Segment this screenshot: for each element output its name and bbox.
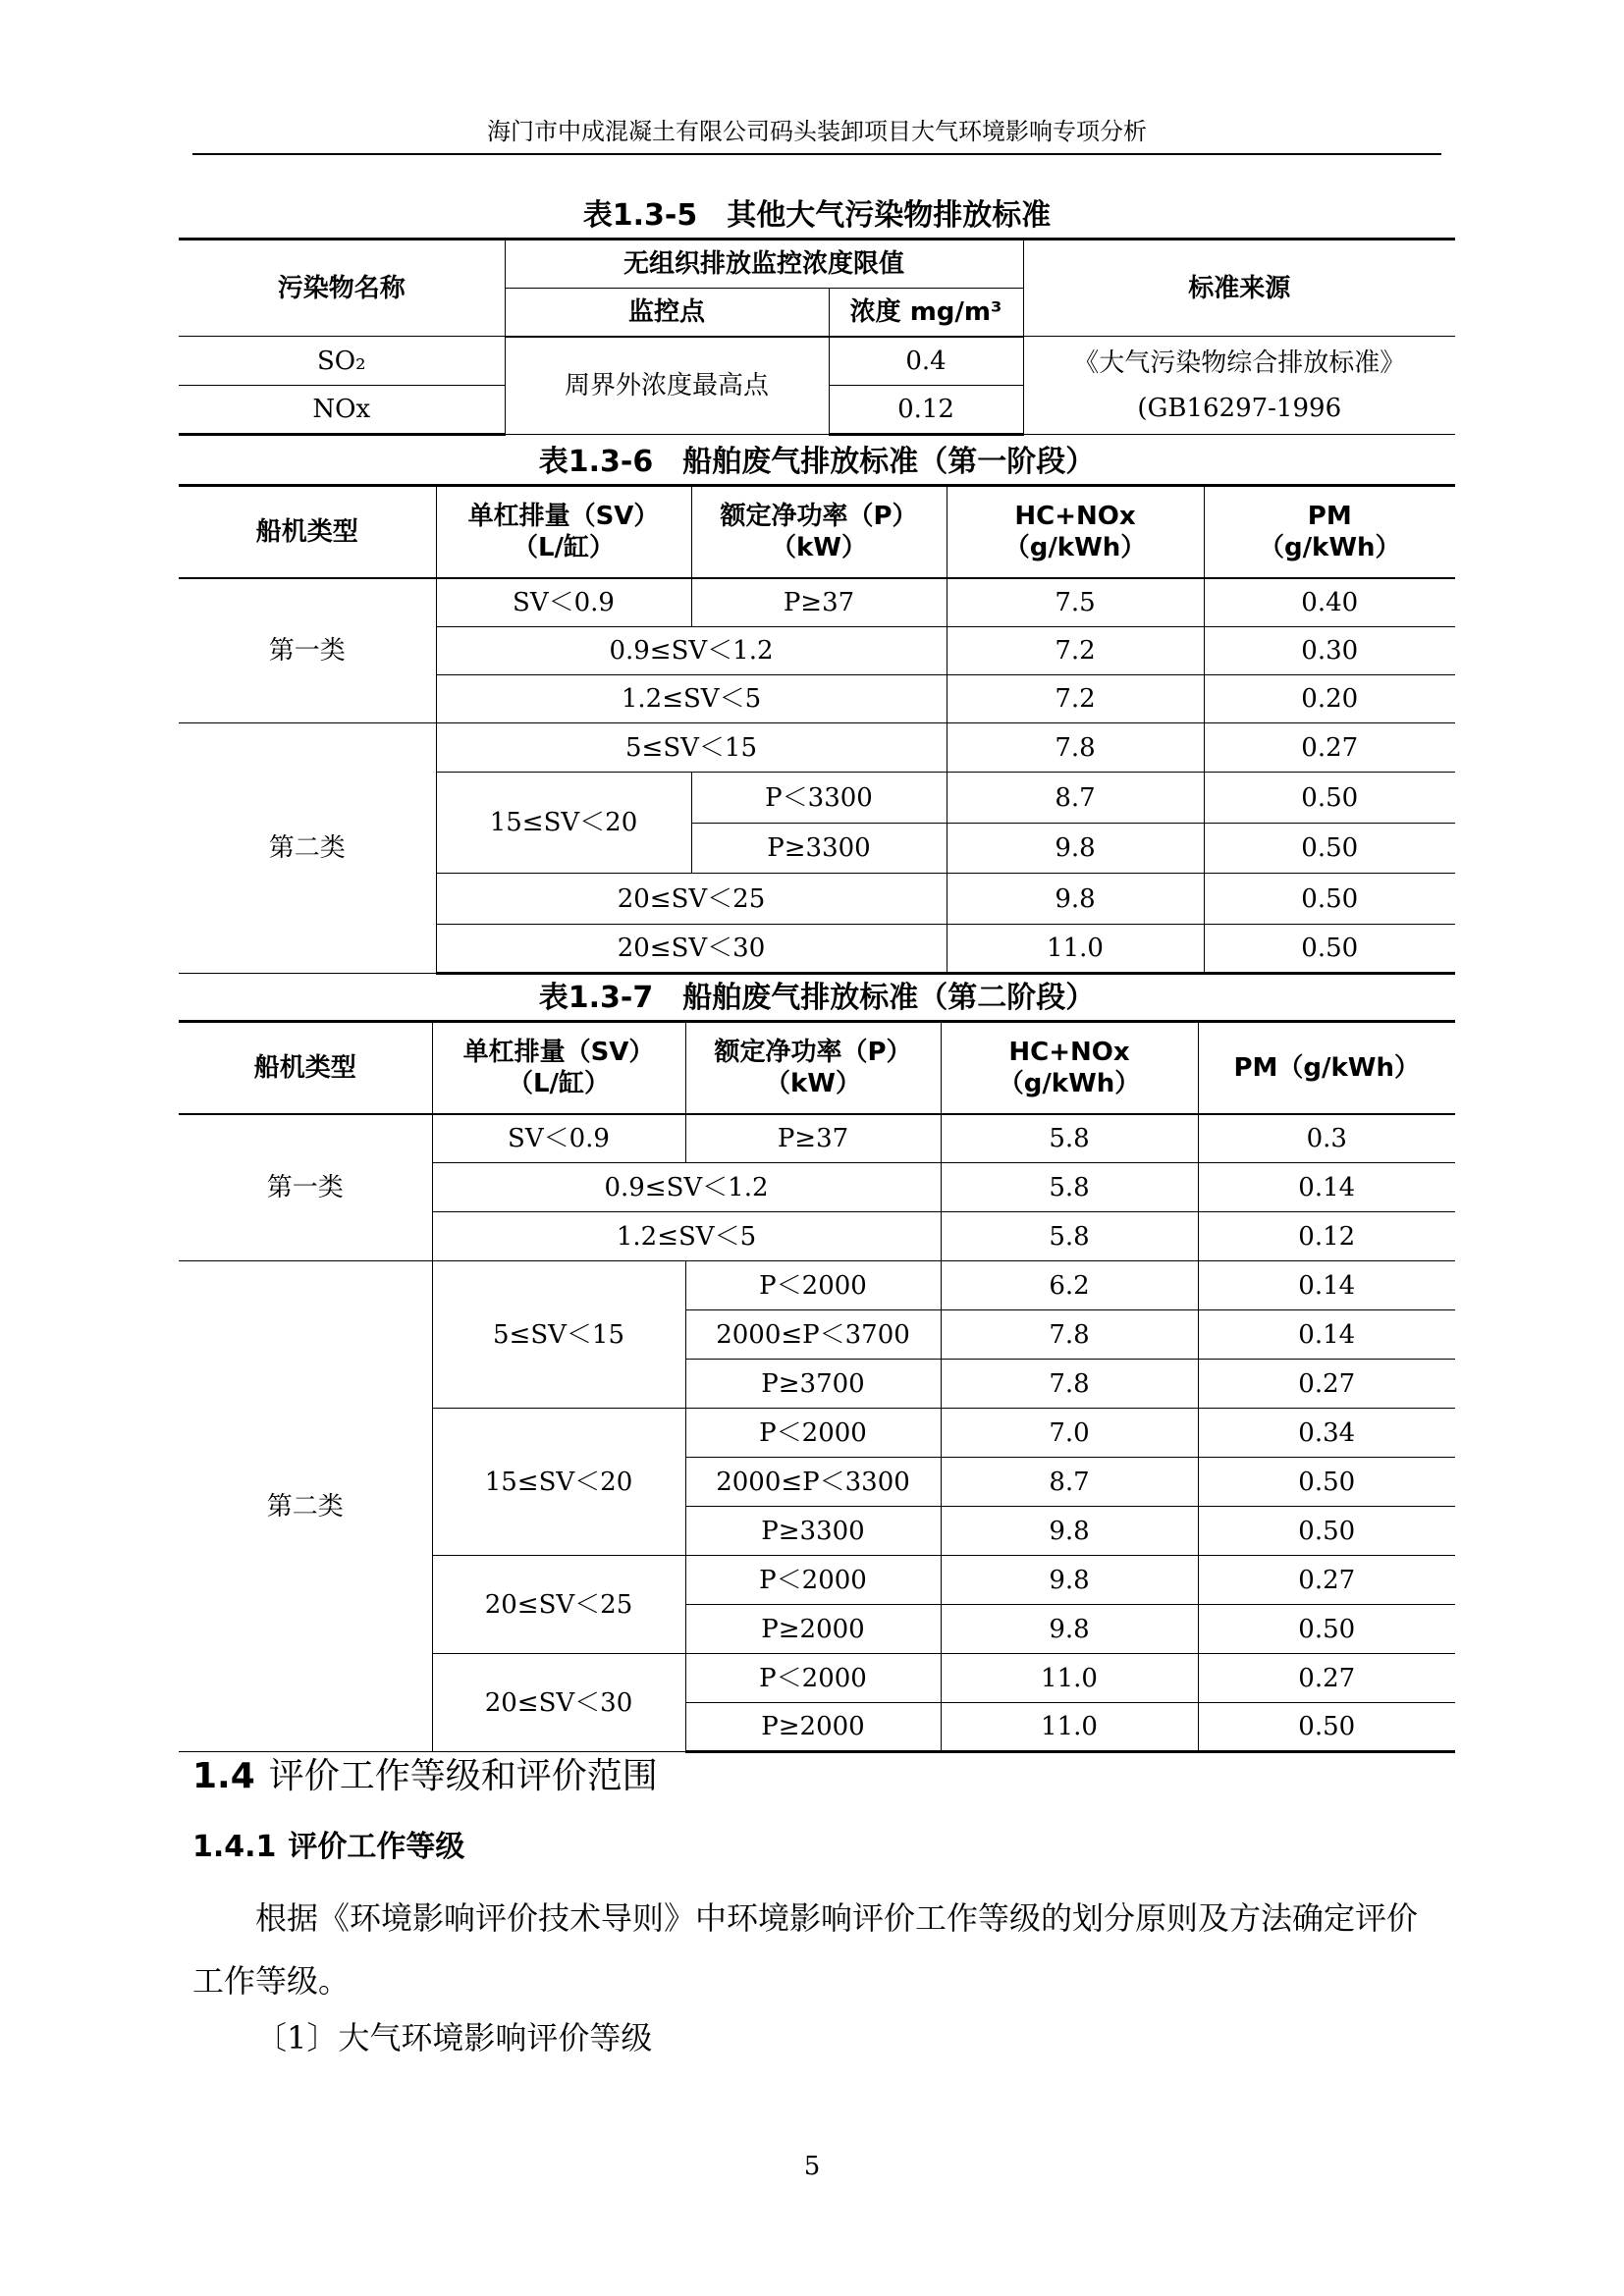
hc-nox-cell: 6.2	[941, 1261, 1198, 1310]
power-cell: P≥37	[685, 1114, 941, 1163]
hc-nox-cell: 9.8	[941, 1605, 1198, 1654]
pm-cell: 0.14	[1198, 1163, 1455, 1212]
hc-nox-unit: （g/kWh）	[998, 1068, 1141, 1098]
col-header-source: 标准来源	[1023, 240, 1455, 337]
pm-cell: 0.27	[1198, 1654, 1455, 1703]
hc-nox-cell: 11.0	[947, 925, 1204, 974]
pm-cell: 0.27	[1198, 1556, 1455, 1605]
col-header-limit-group: 无组织排放监控浓度限值	[505, 240, 1023, 289]
displacement-cell: 20≤SV＜25	[436, 874, 947, 925]
section-number: 1.4	[192, 1756, 255, 1796]
displacement-cell: 5≤SV＜15	[432, 1261, 685, 1409]
standard-source-cell	[1023, 337, 1455, 435]
col-header-concentration: 浓度 mg/m³	[829, 289, 1023, 337]
subsection-number: 1.4.1	[192, 1830, 277, 1864]
power-label: 额定净功率（P）	[720, 501, 918, 531]
hc-nox-cell: 7.2	[947, 675, 1204, 723]
pm-cell: 0.50	[1198, 1703, 1455, 1752]
hc-nox-label: HC+NOx	[1008, 1037, 1130, 1067]
pm-cell: 0.27	[1198, 1360, 1455, 1409]
power-cell: P＜2000	[685, 1409, 941, 1458]
hc-nox-cell: 7.8	[947, 723, 1204, 773]
pm-cell: 0.50	[1198, 1507, 1455, 1556]
power-cell: P＜2000	[685, 1556, 941, 1605]
displacement-cell: 0.9≤SV＜1.2	[432, 1163, 941, 1212]
table-1-3-6-title: 表1.3-6 船舶废气排放标准（第一阶段）	[538, 445, 1096, 479]
hc-nox-cell: 5.8	[941, 1114, 1198, 1163]
displacement-cell: 20≤SV＜30	[432, 1654, 685, 1752]
hc-nox-cell: 7.2	[947, 627, 1204, 675]
pm-cell: 0.50	[1204, 925, 1455, 974]
pm-cell: 0.14	[1198, 1310, 1455, 1360]
pm-cell: 0.50	[1198, 1458, 1455, 1507]
hc-nox-cell: 9.8	[941, 1556, 1198, 1605]
displacement-cell: 20≤SV＜30	[436, 925, 947, 974]
hc-nox-cell: 7.5	[947, 578, 1204, 627]
power-cell: P＜2000	[685, 1261, 941, 1310]
hc-nox-cell: 5.8	[941, 1212, 1198, 1261]
col-header-hc-nox	[941, 1022, 1198, 1114]
hc-nox-cell: 5.8	[941, 1163, 1198, 1212]
standard-source-line2: (GB16297-1996	[1137, 393, 1342, 423]
page-number: 5	[803, 2152, 821, 2181]
concentration-cell: 0.12	[829, 386, 1023, 435]
pm-cell: 0.14	[1198, 1261, 1455, 1310]
col-header-engine-type: 船机类型	[179, 1022, 432, 1114]
pm-cell: 0.50	[1204, 874, 1455, 925]
col-header-pollutant: 污染物名称	[179, 240, 505, 337]
engine-class-cell: 第二类	[179, 723, 436, 974]
displacement-label: 单杠排量（SV）	[462, 1037, 655, 1067]
table-1-3-7-title: 表1.3-7 船舶废气排放标准（第二阶段）	[538, 981, 1096, 1015]
col-header-pm: PM（g/kWh）	[1198, 1022, 1455, 1114]
power-cell: P≥3700	[685, 1360, 941, 1409]
hc-nox-cell: 9.8	[947, 874, 1204, 925]
col-header-engine-type: 船机类型	[179, 486, 436, 578]
displacement-label: 单杠排量（SV）	[467, 501, 660, 531]
hc-nox-cell: 7.8	[941, 1360, 1198, 1409]
power-cell: P＜3300	[691, 773, 947, 824]
col-header-displacement	[432, 1022, 685, 1114]
hc-nox-cell: 11.0	[941, 1703, 1198, 1752]
table-1-3-7	[179, 1020, 1455, 1753]
col-header-hc-nox	[947, 486, 1204, 578]
pm-cell: 0.50	[1204, 824, 1455, 874]
pm-cell: 0.34	[1198, 1409, 1455, 1458]
pm-cell: 0.40	[1204, 578, 1455, 627]
hc-nox-label: HC+NOx	[1014, 501, 1136, 531]
hc-nox-unit: （g/kWh）	[1003, 532, 1147, 562]
hc-nox-cell: 11.0	[941, 1654, 1198, 1703]
pm-label: PM	[1307, 501, 1352, 531]
displacement-unit: （L/缸）	[512, 532, 616, 562]
body-paragraph: 根据《环境影响评价技术导则》中环境影响评价工作等级的划分原则及方法确定评价工作等级。	[192, 1899, 1419, 2000]
displacement-cell: 5≤SV＜15	[436, 723, 947, 773]
col-header-monitor-point: 监控点	[505, 289, 829, 337]
displacement-cell: SV＜0.9	[436, 578, 691, 627]
displacement-cell: 20≤SV＜25	[432, 1556, 685, 1654]
displacement-cell: SV＜0.9	[432, 1114, 685, 1163]
engine-class-cell: 第一类	[179, 1114, 432, 1261]
col-header-power	[691, 486, 947, 578]
pm-cell: 0.30	[1204, 627, 1455, 675]
displacement-cell: 15≤SV＜20	[436, 773, 691, 874]
col-header-displacement	[436, 486, 691, 578]
hc-nox-cell: 8.7	[941, 1458, 1198, 1507]
power-cell: P≥2000	[685, 1703, 941, 1752]
engine-class-cell: 第一类	[179, 578, 436, 723]
power-cell: 2000≤P＜3300	[685, 1458, 941, 1507]
displacement-cell: 15≤SV＜20	[432, 1409, 685, 1556]
pm-cell: 0.50	[1198, 1605, 1455, 1654]
hc-nox-cell: 7.0	[941, 1409, 1198, 1458]
power-unit: （kW）	[765, 1068, 861, 1098]
section-title: 评价工作等级和评价范围	[268, 1756, 658, 1796]
pm-cell: 0.27	[1204, 723, 1455, 773]
displacement-cell: 1.2≤SV＜5	[436, 675, 947, 723]
displacement-unit: （L/缸）	[507, 1068, 611, 1098]
power-cell: P≥37	[691, 578, 947, 627]
displacement-cell: 1.2≤SV＜5	[432, 1212, 941, 1261]
concentration-cell: 0.4	[829, 337, 1023, 386]
engine-class-cell: 第二类	[179, 1261, 432, 1752]
subsection-title: 评价工作等级	[288, 1830, 465, 1864]
power-cell: P≥2000	[685, 1605, 941, 1654]
hc-nox-cell: 9.8	[941, 1507, 1198, 1556]
pm-cell: 0.20	[1204, 675, 1455, 723]
hc-nox-cell: 9.8	[947, 824, 1204, 874]
pm-unit: （g/kWh）	[1258, 532, 1401, 562]
sub-item-heading: 〔1〕大气环境影响评价等级	[255, 2019, 653, 2056]
table-1-3-5	[179, 238, 1455, 436]
power-label: 额定净功率（P）	[714, 1037, 912, 1067]
power-unit: （kW）	[771, 532, 867, 562]
col-header-power	[685, 1022, 941, 1114]
table-1-3-5-title: 表1.3-5 其他大气污染物排放标准	[582, 198, 1052, 233]
pm-cell: 0.3	[1198, 1114, 1455, 1163]
running-header: 海门市中成混凝土有限公司码头装卸项目大气环境影响专项分析	[192, 114, 1441, 155]
col-header-pm	[1204, 486, 1455, 578]
section-heading-1-4-1	[192, 1828, 464, 1867]
monitor-point-cell: 周界外浓度最高点	[505, 337, 829, 435]
pm-cell: 0.50	[1204, 773, 1455, 824]
pm-cell: 0.12	[1198, 1212, 1455, 1261]
pollutant-cell: SO₂	[179, 337, 505, 386]
pollutant-cell: NOx	[179, 386, 505, 435]
power-cell: P≥3300	[691, 824, 947, 874]
displacement-cell: 0.9≤SV＜1.2	[436, 627, 947, 675]
table-1-3-6	[179, 484, 1455, 975]
power-cell: P≥3300	[685, 1507, 941, 1556]
power-cell: P＜2000	[685, 1654, 941, 1703]
hc-nox-cell: 7.8	[941, 1310, 1198, 1360]
hc-nox-cell: 8.7	[947, 773, 1204, 824]
standard-source-line1: 《大气污染物综合排放标准》	[1073, 347, 1406, 378]
power-cell: 2000≤P＜3700	[685, 1310, 941, 1360]
section-heading-1-4	[192, 1753, 658, 1800]
